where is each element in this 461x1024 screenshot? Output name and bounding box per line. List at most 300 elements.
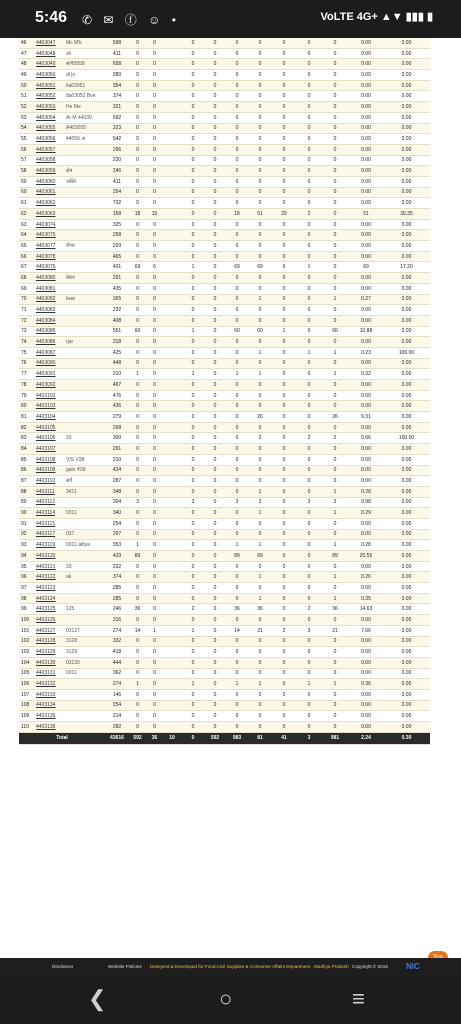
cell-code[interactable]: 4403059: [35, 166, 65, 177]
cell-c15: 0.28: [349, 540, 383, 551]
cell-name: अस्ति: [65, 176, 105, 187]
cell-c7: [163, 48, 181, 59]
cell-c11: 1: [249, 508, 271, 519]
cell-code[interactable]: 4403082: [35, 294, 65, 305]
cell-code[interactable]: 4403106: [35, 433, 65, 444]
cell-code[interactable]: 4403130: [35, 657, 65, 668]
cell-name: 037: [65, 529, 105, 540]
cell-c9: 0: [205, 209, 225, 220]
cell-c7: [163, 273, 181, 284]
table-row: [19, 508, 430, 519]
cell-c10: 0: [225, 273, 249, 284]
cell-code[interactable]: 4403078: [35, 251, 65, 262]
cell-name: रीप्ज: [65, 241, 105, 252]
cell-code[interactable]: 4403103: [35, 401, 65, 412]
cell-c6: 0: [146, 166, 163, 177]
cell-c11: 1: [249, 294, 271, 305]
cell-c13: 0: [297, 561, 321, 572]
cell-c16: 0.00: [383, 604, 430, 615]
cell-c9: 0: [205, 444, 225, 455]
cell-c14: 0: [321, 283, 349, 294]
cell-c5: 0: [129, 91, 146, 102]
cell-code[interactable]: 4403051: [35, 80, 65, 91]
cell-c16: 0.00: [383, 390, 430, 401]
cell-c6: 0: [146, 251, 163, 262]
cell-code[interactable]: 4403114: [35, 508, 65, 519]
cell-c15: 0.00: [349, 668, 383, 679]
table-row: [19, 518, 430, 529]
cell-c12: 0: [271, 219, 297, 230]
cell-c6: 0: [146, 561, 163, 572]
cell-c15: 0.00: [349, 561, 383, 572]
cell-c9: 0: [205, 369, 225, 380]
cell-sno: 88: [19, 486, 35, 497]
cell-c10: 0: [225, 700, 249, 711]
cell-code[interactable]: 4403056: [35, 134, 65, 145]
recents-icon[interactable]: ≡: [352, 986, 365, 1011]
cell-name: [65, 187, 105, 198]
cell-c5: 0: [129, 38, 146, 48]
cell-code[interactable]: 4403049: [35, 59, 65, 70]
cell-c16: 0.00: [383, 444, 430, 455]
cell-c13: 0: [297, 508, 321, 519]
network-indicators: VoLTE 4G+ ▲▼ ▮▮▮ ▮: [320, 11, 433, 23]
cell-c5: 0: [129, 358, 146, 369]
cell-c7: [163, 529, 181, 540]
cell-c15: 0.00: [349, 59, 383, 70]
cell-c5: 0: [129, 315, 146, 326]
cell-name: [65, 722, 105, 733]
home-icon[interactable]: ○: [219, 986, 233, 1011]
cell-c11: 1: [249, 572, 271, 583]
cell-c16: 0.00: [383, 454, 430, 465]
report-table-wrapper[interactable]: [19, 38, 430, 745]
cell-c10: 0: [225, 572, 249, 583]
cell-c5: 0: [129, 583, 146, 594]
cell-c14: 89: [321, 551, 349, 562]
cell-code[interactable]: 4403084: [35, 315, 65, 326]
cell-c15: 20.55: [349, 551, 383, 562]
cell-c7: [163, 347, 181, 358]
cell-code[interactable]: 4403055: [35, 123, 65, 134]
cell-sno: 95: [19, 561, 35, 572]
cell-c6: 6: [146, 262, 163, 273]
cell-c16: 0.00: [383, 540, 430, 551]
cell-c11: 0: [249, 176, 271, 187]
cell-c11: 1: [249, 369, 271, 380]
cell-name: 0311 atilya: [65, 540, 105, 551]
table-row: [19, 593, 430, 604]
cell-code[interactable]: 4403050: [35, 70, 65, 81]
cell-c10: 0: [225, 91, 249, 102]
cell-code[interactable]: 4403125: [35, 604, 65, 615]
cell-sno: 64: [19, 230, 35, 241]
total-cell: Total: [19, 732, 105, 744]
cell-c15: 0.00: [349, 230, 383, 241]
cell-c15: 0.00: [349, 48, 383, 59]
cell-c5: 0: [129, 80, 146, 91]
cell-code[interactable]: 4403111: [35, 486, 65, 497]
cell-code[interactable]: 4403047: [35, 38, 65, 48]
cell-sno: 48: [19, 59, 35, 70]
cell-c4: 287: [105, 476, 129, 487]
cell-c13: 0: [297, 615, 321, 626]
cell-c9: 0: [205, 647, 225, 658]
cell-sno: 103: [19, 647, 35, 658]
cell-c6: 0: [146, 144, 163, 155]
cell-c5: 0: [129, 337, 146, 348]
cell-c7: [163, 369, 181, 380]
cell-c14: 1: [321, 593, 349, 604]
cell-c10: 0: [225, 337, 249, 348]
cell-c10: 0: [225, 112, 249, 123]
cell-c9: 0: [205, 134, 225, 145]
cell-code[interactable]: 4403119: [35, 540, 65, 551]
cell-code[interactable]: 4403110: [35, 476, 65, 487]
cell-c15: 0.00: [349, 134, 383, 145]
cell-c13: 1: [297, 262, 321, 273]
cell-name: 125: [65, 604, 105, 615]
cell-c4: 658: [105, 59, 129, 70]
cell-c4: 365: [105, 294, 129, 305]
cell-code[interactable]: 4403092: [35, 380, 65, 391]
cell-c10: 0: [225, 583, 249, 594]
table-row: [19, 615, 430, 626]
cell-code[interactable]: 4403077: [35, 241, 65, 252]
cell-c7: [163, 572, 181, 583]
cell-c6: 0: [146, 636, 163, 647]
cell-c7: [163, 412, 181, 423]
cell-c4: 168: [105, 209, 129, 220]
cell-code[interactable]: 4403081: [35, 283, 65, 294]
cell-c7: [163, 70, 181, 81]
cell-name: 33: [65, 561, 105, 572]
cell-c9: 0: [205, 401, 225, 412]
cell-c5: 0: [129, 657, 146, 668]
cell-c6: 0: [146, 305, 163, 316]
cell-sno: 110: [19, 722, 35, 733]
cell-c8: 1: [181, 679, 205, 690]
cell-c12: 2: [271, 625, 297, 636]
cell-code[interactable]: 4403112: [35, 497, 65, 508]
cell-c10: 0: [225, 48, 249, 59]
table-row: [19, 668, 430, 679]
cell-c14: 0: [321, 583, 349, 594]
cell-c14: 0: [321, 561, 349, 572]
cell-code[interactable]: 4403105: [35, 422, 65, 433]
cell-c4: 425: [105, 347, 129, 358]
cell-c16: 0.00: [383, 144, 430, 155]
cell-name: [65, 155, 105, 166]
cell-c15: 0.00: [349, 422, 383, 433]
cell-code[interactable]: 4403048: [35, 48, 65, 59]
cell-c9: 0: [205, 486, 225, 497]
cell-c8: 0: [181, 219, 205, 230]
cell-code[interactable]: 4403121: [35, 561, 65, 572]
cell-c5: 0: [129, 412, 146, 423]
cell-code[interactable]: 4403122: [35, 572, 65, 583]
cell-c8: 0: [181, 134, 205, 145]
cell-code[interactable]: 4403109: [35, 465, 65, 476]
cell-code[interactable]: 4403124: [35, 593, 65, 604]
back-icon[interactable]: ❮: [88, 986, 107, 1011]
cell-c11: 51: [249, 209, 271, 220]
cell-c13: 0: [297, 70, 321, 81]
cell-code[interactable]: 4403102: [35, 390, 65, 401]
cell-c15: 0.35: [349, 593, 383, 604]
cell-c5: 0: [129, 59, 146, 70]
cell-sno: 86: [19, 465, 35, 476]
cell-sno: 76: [19, 358, 35, 369]
cell-code[interactable]: 4403134: [35, 700, 65, 711]
cell-c6: 0: [146, 390, 163, 401]
cell-c4: 291: [105, 444, 129, 455]
cell-c8: 0: [181, 70, 205, 81]
cell-c8: 0: [181, 529, 205, 540]
cell-code[interactable]: 4403053: [35, 102, 65, 113]
table-row: [19, 251, 430, 262]
cell-code[interactable]: 4403127: [35, 625, 65, 636]
cell-code[interactable]: 4403128: [35, 636, 65, 647]
cell-c9: 0: [205, 155, 225, 166]
cell-c6: 0: [146, 689, 163, 700]
cell-c7: [163, 380, 181, 391]
cell-c13: 1: [297, 679, 321, 690]
cell-c16: 0.00: [383, 59, 430, 70]
cell-c12: 0: [271, 337, 297, 348]
cell-c6: 0: [146, 422, 163, 433]
cell-c14: 0: [321, 251, 349, 262]
cell-code[interactable]: 4403091: [35, 369, 65, 380]
cell-c13: 0: [297, 176, 321, 187]
cell-c11: 3: [249, 497, 271, 508]
cell-c11: 0: [249, 198, 271, 209]
table-row: [19, 657, 430, 668]
cell-code[interactable]: 4403087: [35, 347, 65, 358]
cell-code[interactable]: 4403061: [35, 187, 65, 198]
cell-c16: 0.00: [383, 166, 430, 177]
cell-c4: 254: [105, 700, 129, 711]
cell-code[interactable]: 4403133: [35, 689, 65, 700]
cell-sno: 57: [19, 155, 35, 166]
table-row: [19, 187, 430, 198]
cell-c5: 0: [129, 251, 146, 262]
cell-c13: 3: [297, 625, 321, 636]
cell-c16: 0.00: [383, 80, 430, 91]
disclaimer-link[interactable]: Disclaimer: [52, 964, 74, 969]
cell-c7: [163, 251, 181, 262]
cell-c7: [163, 230, 181, 241]
cell-c15: 0.00: [349, 38, 383, 48]
cell-c5: 0: [129, 561, 146, 572]
cell-code[interactable]: 4403117: [35, 529, 65, 540]
cell-c12: 0: [271, 369, 297, 380]
cell-name: [65, 230, 105, 241]
cell-c13: 0: [297, 593, 321, 604]
cell-code[interactable]: 4403115: [35, 518, 65, 529]
cell-c7: [163, 112, 181, 123]
cell-c10: 0: [225, 155, 249, 166]
cell-c5: 0: [129, 134, 146, 145]
cell-c6: 0: [146, 700, 163, 711]
cell-code[interactable]: 4403058: [35, 155, 65, 166]
cell-code[interactable]: 4403104: [35, 412, 65, 423]
cell-c4: 598: [105, 38, 129, 48]
cell-c14: 60: [321, 326, 349, 337]
cell-c6: 0: [146, 657, 163, 668]
cell-c8: 0: [181, 91, 205, 102]
cell-name: [65, 305, 105, 316]
cell-c9: 0: [205, 604, 225, 615]
cell-c16: 0.00: [383, 711, 430, 722]
table-row: [19, 647, 430, 658]
cell-c7: [163, 497, 181, 508]
cell-code[interactable]: 4403080: [35, 273, 65, 284]
cell-code[interactable]: 4403136: [35, 722, 65, 733]
cell-sno: 104: [19, 657, 35, 668]
cell-c7: [163, 176, 181, 187]
cell-c8: 0: [181, 283, 205, 294]
cell-c4: 210: [105, 454, 129, 465]
cell-c13: 2: [297, 604, 321, 615]
cell-c11: 0: [249, 305, 271, 316]
cell-c11: 0: [249, 91, 271, 102]
cell-c6: 0: [146, 48, 163, 59]
cell-c11: 0: [249, 315, 271, 326]
cell-c13: 0: [297, 155, 321, 166]
cell-c10: 0: [225, 486, 249, 497]
cell-c16: 0.00: [383, 112, 430, 123]
cell-code[interactable]: 4403120: [35, 551, 65, 562]
cell-c9: 0: [205, 454, 225, 465]
cell-c15: 0.00: [349, 647, 383, 658]
cell-c9: 0: [205, 561, 225, 572]
cell-c8: 0: [181, 551, 205, 562]
cell-code[interactable]: 4403086: [35, 337, 65, 348]
cell-c6: 0: [146, 241, 163, 252]
cell-name: [65, 251, 105, 262]
cell-c8: 0: [181, 209, 205, 220]
cell-code[interactable]: 4403057: [35, 144, 65, 155]
cell-c11: 0: [249, 401, 271, 412]
cell-c5: 0: [129, 241, 146, 252]
cell-code[interactable]: 4403085: [35, 326, 65, 337]
cell-c11: 0: [249, 251, 271, 262]
cell-code[interactable]: 4403060: [35, 176, 65, 187]
cell-c16: 0.00: [383, 422, 430, 433]
cell-c6: 0: [146, 540, 163, 551]
cell-code[interactable]: 4403083: [35, 305, 65, 316]
cell-c12: 0: [271, 551, 297, 562]
cell-c7: [163, 91, 181, 102]
cell-c13: 0: [297, 572, 321, 583]
cell-c14: 0: [321, 176, 349, 187]
cell-c6: 0: [146, 647, 163, 658]
cell-code[interactable]: 4403135: [35, 711, 65, 722]
table-row: [19, 112, 430, 123]
cell-c11: 0: [249, 155, 271, 166]
cell-sno: 101: [19, 625, 35, 636]
cell-c10: 0: [225, 251, 249, 262]
cell-c12: 0: [271, 70, 297, 81]
cell-c16: 0.00: [383, 551, 430, 562]
cell-c8: 0: [181, 412, 205, 423]
cell-c12: 0: [271, 123, 297, 134]
cell-c12: 0: [271, 722, 297, 733]
table-row: [19, 722, 430, 733]
cell-c7: [163, 59, 181, 70]
total-cell: 41: [271, 732, 297, 744]
cell-c12: 0: [271, 80, 297, 91]
cell-code[interactable]: 4403126: [35, 615, 65, 626]
cell-code[interactable]: 4403090: [35, 358, 65, 369]
cell-c4: 418: [105, 647, 129, 658]
cell-c4: 332: [105, 636, 129, 647]
cell-code[interactable]: 4403131: [35, 668, 65, 679]
cell-name: [65, 615, 105, 626]
cell-c14: 0: [321, 91, 349, 102]
cell-c16: 0.00: [383, 657, 430, 668]
cell-c8: 0: [181, 176, 205, 187]
cell-c10: 0: [225, 518, 249, 529]
cell-c11: 0: [249, 112, 271, 123]
cell-c14: 3: [321, 497, 349, 508]
cell-code[interactable]: 4403054: [35, 112, 65, 123]
table-row: [19, 369, 430, 380]
cell-code[interactable]: 4403132: [35, 679, 65, 690]
cell-c14: 0: [321, 241, 349, 252]
cell-code[interactable]: 4403079: [35, 262, 65, 273]
cell-c14: 0: [321, 315, 349, 326]
cell-code[interactable]: 4403063: [35, 209, 65, 220]
cell-c6: 0: [146, 465, 163, 476]
cell-c7: [163, 123, 181, 134]
cell-c14: 1: [321, 679, 349, 690]
cell-c11: 0: [249, 102, 271, 113]
cell-c13: 0: [297, 465, 321, 476]
cell-c4: 362: [105, 668, 129, 679]
cell-code[interactable]: 4403052: [35, 91, 65, 102]
cell-c7: [163, 615, 181, 626]
cell-c11: 0: [249, 380, 271, 391]
cell-c4: 232: [105, 305, 129, 316]
cell-c13: 0: [297, 305, 321, 316]
cell-code[interactable]: 4403108: [35, 454, 65, 465]
table-row: [19, 444, 430, 455]
cell-c5: 0: [129, 689, 146, 700]
cell-c13: 0: [297, 315, 321, 326]
cell-c14: 0: [321, 305, 349, 316]
cell-c16: 0.00: [383, 273, 430, 284]
cell-name: [65, 700, 105, 711]
cell-c11: 0: [249, 134, 271, 145]
cell-c7: [163, 102, 181, 113]
cell-c14: 0: [321, 476, 349, 487]
cell-code[interactable]: 4403123: [35, 583, 65, 594]
cell-code[interactable]: 4403062: [35, 198, 65, 209]
cell-code[interactable]: 4403074: [35, 219, 65, 230]
cell-name: Ar M 44030: [65, 112, 105, 123]
cell-code[interactable]: 4403107: [35, 444, 65, 455]
website-policies-link[interactable]: Website Policies: [108, 964, 142, 969]
cell-name: VIS V38: [65, 454, 105, 465]
cell-c8: 0: [181, 454, 205, 465]
cell-c9: 0: [205, 102, 225, 113]
cell-c4: 279: [105, 412, 129, 423]
cell-name: [65, 711, 105, 722]
cell-code[interactable]: 4403129: [35, 647, 65, 658]
cell-code[interactable]: 4403075: [35, 230, 65, 241]
